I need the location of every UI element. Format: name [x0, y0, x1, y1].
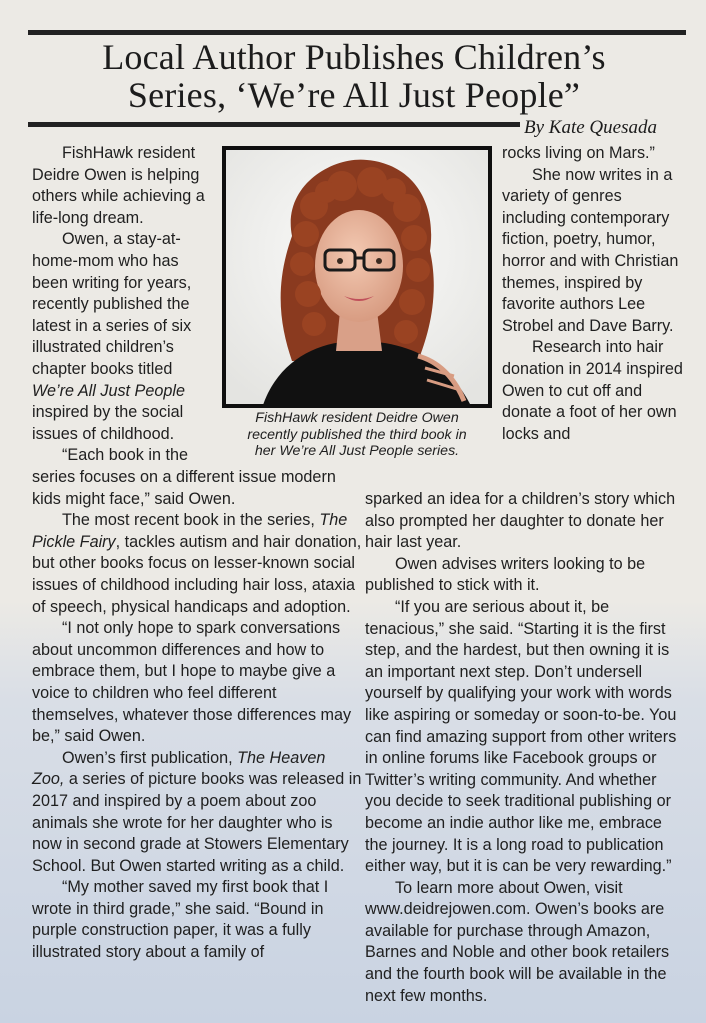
paragraph: sparked an idea for a children’s story which also prompted her daughter to donate her hair last year.	[365, 490, 676, 552]
paragraph: series focuses on a different issue modern kids might face,” said Owen.	[32, 468, 336, 508]
right-column-bottom	[365, 489, 687, 1007]
headline-line-1: Local Author Publishes Children’s	[102, 37, 606, 77]
photo-caption: FishHawk resident Deidre Owen recently published the third book in her We’re All Just People series.	[247, 410, 467, 460]
headline-line-2: Series, ‘We’re All Just People”	[127, 75, 581, 115]
headline	[22, 38, 686, 114]
paragraph: “My mother saved my first book that I wrote in third grade,” she said. “Bound in purple construction paper, it was a fully illustrated story about a family of	[32, 878, 329, 962]
byline: By Kate Quesada	[524, 117, 657, 138]
paragraph: Owen, a stay-at-home-mom who has been writing for years, recently published the latest in a series of six illustrated children’s chapter books titled We’re All Just People inspired by the social issues of childhood.	[32, 230, 192, 443]
left-column-bottom	[32, 467, 362, 964]
book-title: The Pickle Fairy	[32, 511, 348, 551]
paragraph: rocks living on Mars.”	[502, 144, 655, 162]
book-title: We’re All Just People	[32, 381, 185, 400]
paragraph: “If you are serious about it, be tenacious,” she said. “Starting it is the first step, and the hardest, but then owning it is an important next step. Don’t undersell yourself by qualifying your work with words like aspiring or someday or soon-to-be. You can find amazing support from other writers in online forums like Facebook groups or Twitter’s writing community. And whether you decide to seek traditional publishing or become an indie author like me, embrace the journey. It is a long road to publication either way, but it is can be very rewarding.”	[365, 597, 677, 876]
left-column-top	[32, 143, 212, 467]
paragraph: Owen advises writers looking to be published to stick with it.	[365, 554, 646, 595]
paragraph: She now writes in a variety of genres including contemporary fiction, poetry, humor, horror and with Christian themes, inspired by favorite authors Lee Strobel and Dave Barry.	[502, 165, 679, 335]
right-column-top	[502, 143, 688, 445]
paragraph: Research into hair donation in 2014 inspired Owen to cut off and donate a foot of her own locks and	[502, 338, 683, 443]
byline-rule	[28, 122, 520, 127]
paragraph: The most recent book in the series, The Pickle Fairy, tackles autism and hair donation, but other books focus on lesser-known social issues of childhood including hair loss, ataxia of speech, physical handicaps and adoption.	[32, 511, 362, 616]
paragraph: “Each book in the	[62, 446, 188, 465]
paragraph: FishHawk resident Deidre Owen is helping others while achieving a life-long dream.	[32, 144, 205, 227]
author-portrait-image	[222, 146, 492, 408]
top-rule	[28, 30, 686, 35]
paragraph: Owen’s first publication, The Heaven Zoo, a series of picture books was released in 2017 and inspired by a poem about zoo animals she wrote for her daughter who is now in second grade at Stowers Elementary School. But Owen started writing as a child.	[32, 748, 362, 875]
paragraph: To learn more about Owen, visit www.deidrejowen.com. Owen’s books are available for purchase through Amazon, Barnes and Noble and other book retailers and the fourth book will be available in the next few months.	[365, 878, 670, 1005]
book-title: The Heaven Zoo,	[32, 748, 326, 789]
paragraph: “I not only hope to spark conversations about uncommon differences and how to embrace them, but I hope to maybe give a voice to children who feel different themselves, whatever those differences may be,” said Owen.	[32, 619, 352, 746]
author-photo	[222, 146, 492, 408]
